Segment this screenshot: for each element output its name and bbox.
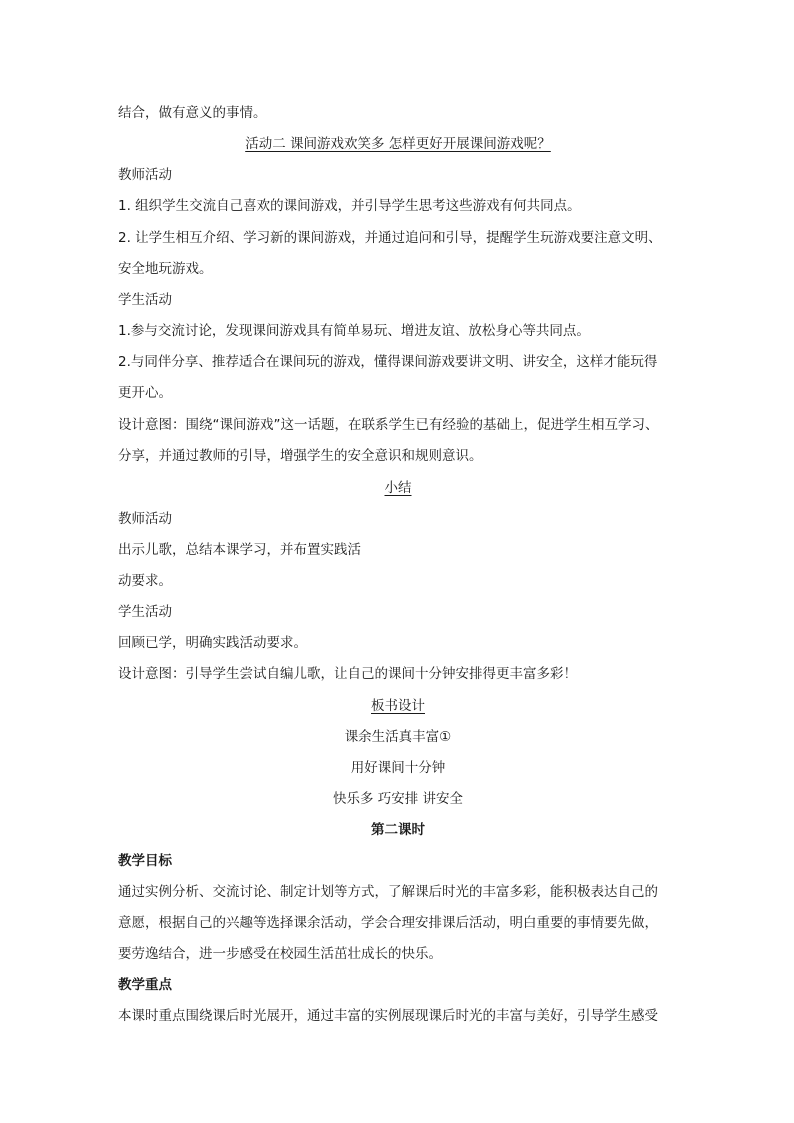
teacher-activity-label: 教师活动 (118, 167, 172, 183)
teacher-summary-text-cont: 动要求。 (118, 573, 172, 589)
lesson-2-title: 第二课时 (371, 822, 425, 838)
student-activity-item-2-cont: 更开心。 (118, 385, 172, 401)
goals-text-cont-2: 要劳逸结合，进一步感受在校园生活茁壮成长的快乐。 (118, 946, 442, 962)
board-line-2: 用好课间十分钟 (350, 760, 446, 776)
board-line-1: 课余生活真丰富① (344, 729, 452, 745)
teacher-activity-item-2: 2. 让学生相互介绍、学习新的课间游戏，并通过追问和引导，提醒学生玩游戏要注意文明、 (118, 230, 662, 246)
goals-text: 通过实例分析、交流讨论、制定计划等方式，了解课后时光的丰富多彩，能积极表达自己的 (118, 884, 658, 900)
teacher-activity-item-1: 1. 组织学生交流自己喜欢的课间游戏，并引导学生思考这些游戏有何共同点。 (118, 198, 581, 214)
teacher-summary-text: 出示儿歌，总结本课学习，并布置实践活 (118, 542, 361, 558)
student-activity-label: 学生活动 (118, 292, 172, 308)
teacher-activity-item-2-cont: 安全地玩游戏。 (118, 261, 213, 277)
board-design-heading: 板书设计 (371, 698, 425, 714)
paragraph-continuation: 结合，做有意义的事情。 (118, 105, 267, 121)
teacher-activity-label-2: 教师活动 (118, 511, 172, 527)
student-summary-text: 回顾已学，明确实践活动要求。 (118, 635, 307, 651)
focus-text: 本课时重点围绕课后时光展开，通过丰富的实例展现课后时光的丰富与美好，引导学生感受 (118, 1008, 658, 1024)
student-activity-item-2: 2.与同伴分享、推荐适合在课间玩的游戏，懂得课间游戏要讲文明、讲安全，这样才能玩得 (118, 354, 658, 370)
focus-heading: 教学重点 (118, 977, 172, 993)
student-activity-item-1: 1.参与交流讨论，发现课间游戏具有简单易玩、增进友谊、放松身心等共同点。 (118, 323, 590, 339)
board-line-3: 快乐多 巧安排 讲安全 (332, 791, 464, 807)
design-intent-2: 设计意图：引导学生尝试自编儿歌，让自己的课间十分钟安排得更丰富多彩！ (118, 666, 577, 682)
design-intent-1-cont: 分享，并通过教师的引导，增强学生的安全意识和规则意识。 (118, 448, 483, 464)
activity2-title: 活动二 课间游戏欢笑多 怎样更好开展课间游戏呢？ (245, 136, 551, 152)
summary-heading: 小结 (384, 480, 412, 496)
student-activity-label-2: 学生活动 (118, 604, 172, 620)
goals-text-cont-1: 意愿，根据自己的兴趣等选择课余活动，学会合理安排课后活动，明白重要的事情要先做， (118, 915, 658, 931)
design-intent-1: 设计意图：围绕“课间游戏”这一话题，在联系学生已有经验的基础上，促进学生相互学习、 (118, 417, 659, 433)
goals-heading: 教学目标 (118, 853, 172, 869)
